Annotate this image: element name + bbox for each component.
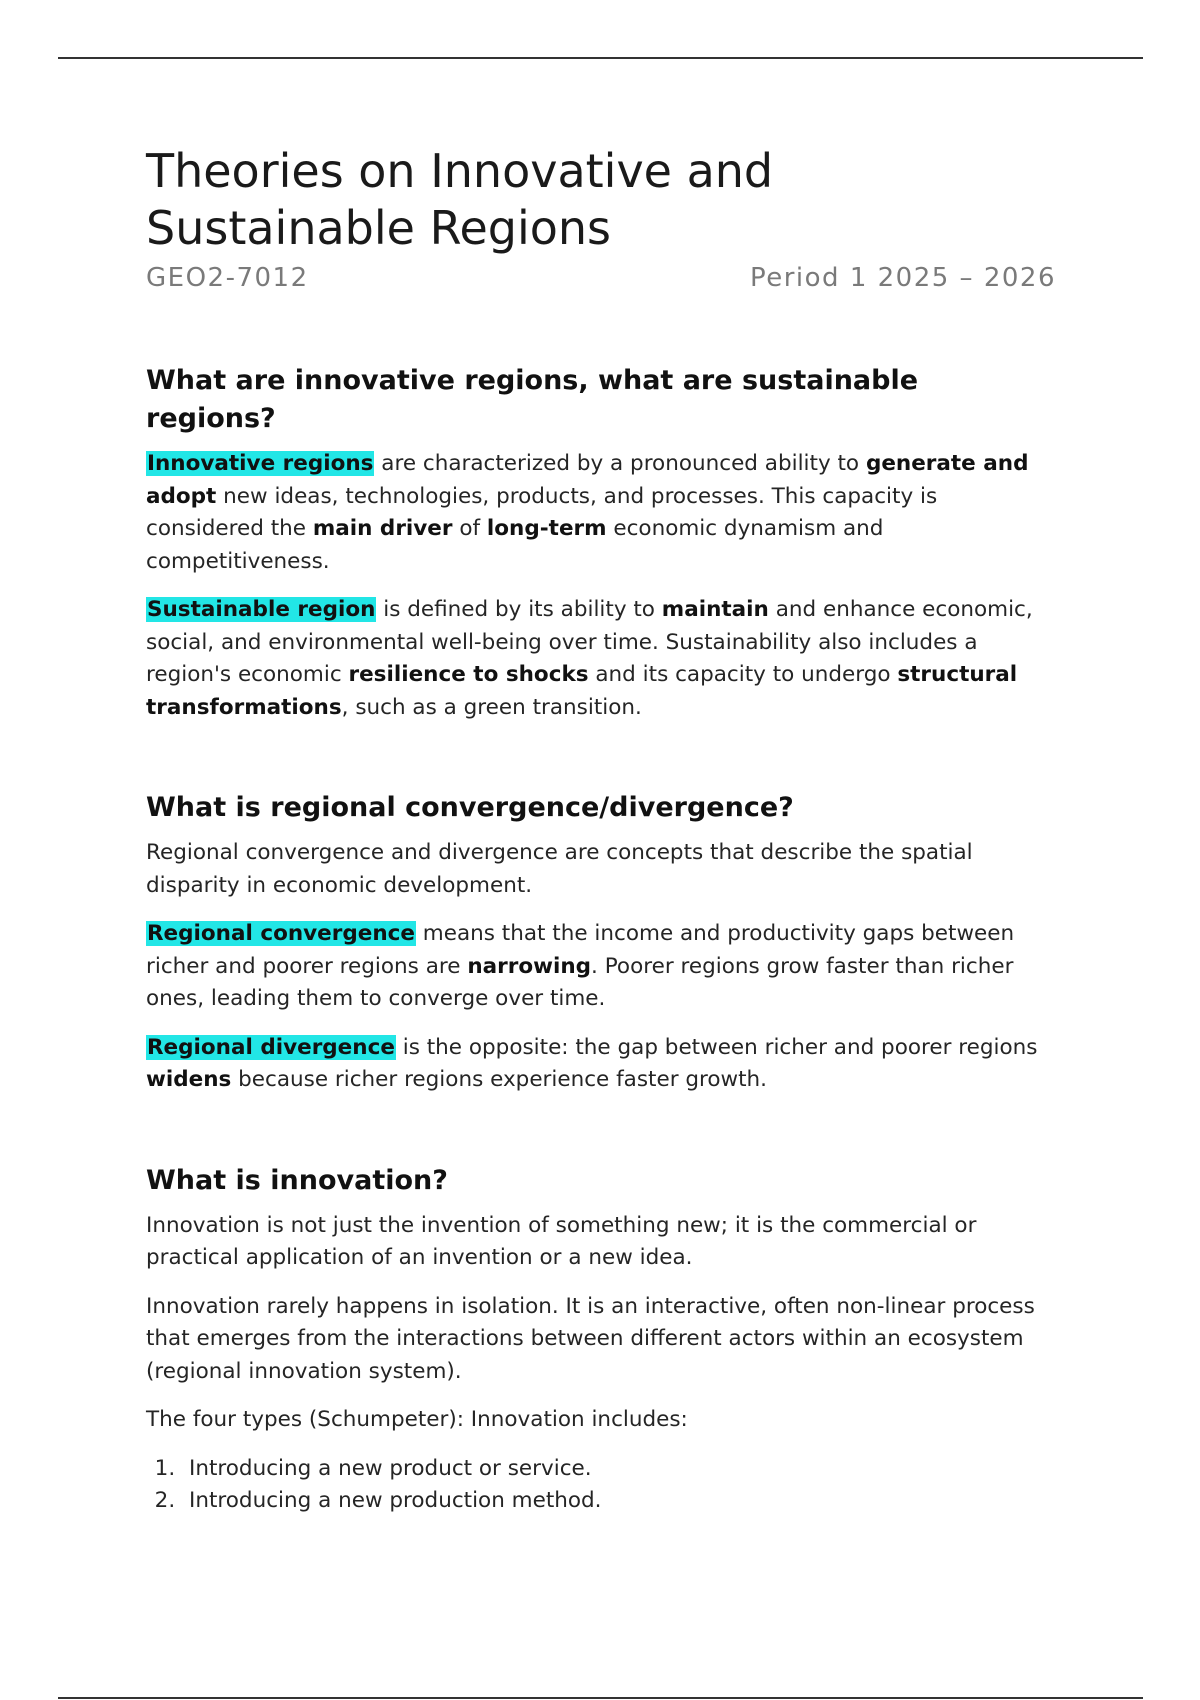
bold-text: generate and adopt bbox=[146, 451, 1029, 509]
highlighted-term: Regional convergence bbox=[147, 921, 415, 946]
document-title bbox=[146, 143, 1056, 257]
paragraph: Regional convergence means that the income and productivity gaps between richer and poorer regions are narrowing. Poorer regions grow faster than richer ones, leading them to converge over time. bbox=[146, 921, 1015, 1011]
course-code: GEO2-7012 bbox=[146, 263, 309, 293]
highlighted-term: Regional divergence bbox=[147, 1034, 395, 1060]
paragraph: Innovation rarely happens in isolation. It is an interactive, often non-linear process that emerges from the interactions between different actors within an ecosystem (regional innovation system). bbox=[146, 1293, 1035, 1384]
list-item: 2. Introducing a new production method. bbox=[182, 1485, 1056, 1518]
bold-text: structural transformations bbox=[146, 662, 1018, 720]
innovation-types-list bbox=[146, 1453, 1056, 1518]
paragraph: Sustainable region is defined by its ability to maintain and enhance economic, social, and environmental well-being over time. Sustainability also includes a region's economic resilience to shocks and its capacity to undergo structural transformations, such as a green transition. bbox=[146, 597, 1033, 720]
highlighted-term: Sustainable region bbox=[147, 597, 376, 622]
section-innovation bbox=[146, 1162, 1056, 1518]
highlighted-term: Innovative regions bbox=[147, 451, 374, 476]
bold-text: long-term bbox=[486, 516, 607, 541]
bold-text: maintain bbox=[661, 597, 769, 622]
paragraph: Regional convergence and divergence are concepts that describe the spatial disparity in economic development. bbox=[146, 840, 973, 898]
section-heading: What is innovation? bbox=[146, 1164, 448, 1196]
bold-text: resilience to shocks bbox=[348, 662, 589, 687]
paragraph: Innovative regions are characterized by a pronounced ability to generate and adopt new ideas, technologies, products, and processes. This capacity is considered the main driver of long-term economic dynamism and competitiveness. bbox=[146, 451, 1029, 574]
title-line-1: Theories on Innovative and bbox=[146, 144, 774, 198]
title-line-2: Sustainable Regions bbox=[146, 201, 612, 255]
bold-text: narrowing bbox=[467, 953, 592, 979]
paragraph: Innovation is not just the invention of something new; it is the commercial or practical application of an invention or a new idea. bbox=[146, 1212, 977, 1270]
paragraph: The four types (Schumpeter): Innovation includes: bbox=[146, 1407, 688, 1432]
section-innovative-sustainable bbox=[146, 362, 1056, 724]
document-meta bbox=[146, 261, 1056, 295]
list-item: 1. Introducing a new product or service. bbox=[182, 1453, 1056, 1486]
document-body bbox=[146, 143, 1056, 1518]
paragraph: Regional divergence is the opposite: the gap between richer and poorer regions widens because richer regions experience faster growth. bbox=[146, 1034, 1038, 1092]
period: Period 1 2025 – 2026 bbox=[749, 263, 1056, 293]
bottom-rule bbox=[58, 1697, 1143, 1699]
section-heading: What are innovative regions, what are sustainable regions? bbox=[146, 365, 919, 434]
bold-text: main driver bbox=[312, 516, 453, 541]
section-convergence-divergence bbox=[146, 789, 1056, 1097]
bold-text: widens bbox=[146, 1067, 232, 1092]
top-rule bbox=[58, 57, 1143, 59]
section-heading: What is regional convergence/divergence? bbox=[146, 792, 794, 823]
